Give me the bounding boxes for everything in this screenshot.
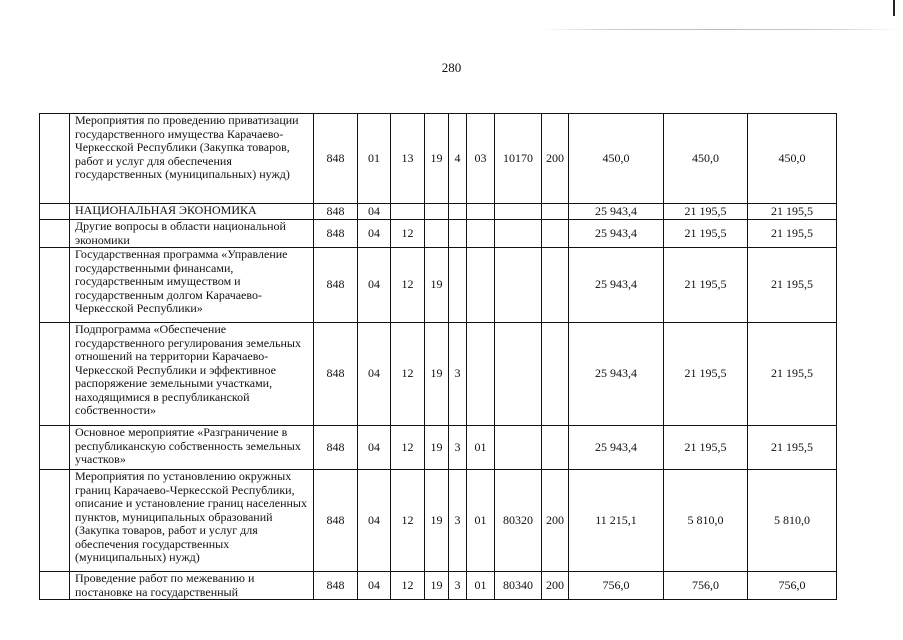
subsection-code: 12 bbox=[391, 248, 425, 323]
row-number-cell bbox=[40, 572, 70, 600]
direction-code: 10170 bbox=[495, 114, 542, 204]
subprogram-code bbox=[449, 248, 467, 323]
direction-code bbox=[495, 323, 542, 426]
subprogram-code: 3 bbox=[449, 470, 467, 572]
subprogram-code: 4 bbox=[449, 114, 467, 204]
direction-code bbox=[495, 204, 542, 220]
amount-year-3: 756,0 bbox=[748, 572, 837, 600]
program-code: 19 bbox=[425, 572, 449, 600]
amount-year-3: 21 195,5 bbox=[748, 204, 837, 220]
main-activity-code bbox=[467, 248, 495, 323]
subsection-code: 12 bbox=[391, 470, 425, 572]
row-name: НАЦИОНАЛЬНАЯ ЭКОНОМИКА bbox=[70, 204, 314, 220]
amount-year-3: 21 195,5 bbox=[748, 426, 837, 470]
amount-year-2: 450,0 bbox=[664, 114, 748, 204]
grbs-code: 848 bbox=[314, 248, 358, 323]
main-activity-code bbox=[467, 220, 495, 248]
amount-year-2: 21 195,5 bbox=[664, 426, 748, 470]
row-number-cell bbox=[40, 470, 70, 572]
grbs-code: 848 bbox=[314, 220, 358, 248]
section-code: 04 bbox=[358, 426, 391, 470]
section-code: 04 bbox=[358, 220, 391, 248]
row-number-cell bbox=[40, 204, 70, 220]
subprogram-code: 3 bbox=[449, 426, 467, 470]
subsection-code: 12 bbox=[391, 323, 425, 426]
row-number-cell bbox=[40, 426, 70, 470]
amount-year-3: 21 195,5 bbox=[748, 220, 837, 248]
expense-type-code bbox=[542, 323, 569, 426]
subprogram-code: 3 bbox=[449, 572, 467, 600]
grbs-code: 848 bbox=[314, 426, 358, 470]
subsection-code: 12 bbox=[391, 426, 425, 470]
direction-code bbox=[495, 220, 542, 248]
subsection-code: 13 bbox=[391, 114, 425, 204]
expense-type-code: 200 bbox=[542, 470, 569, 572]
amount-year-2: 21 195,5 bbox=[664, 248, 748, 323]
amount-year-3: 5 810,0 bbox=[748, 470, 837, 572]
expense-type-code: 200 bbox=[542, 572, 569, 600]
row-name: Проведение работ по межеванию и постановке на государственный bbox=[70, 572, 314, 600]
program-code: 19 bbox=[425, 323, 449, 426]
grbs-code: 848 bbox=[314, 114, 358, 204]
row-name: Основное мероприятие «Разграничение в республиканскую собственность земельных участков» bbox=[70, 426, 314, 470]
subsection-code: 12 bbox=[391, 572, 425, 600]
table-row bbox=[40, 572, 837, 600]
main-activity-code bbox=[467, 204, 495, 220]
table-row bbox=[40, 470, 837, 572]
amount-year-2: 756,0 bbox=[664, 572, 748, 600]
program-code: 19 bbox=[425, 114, 449, 204]
expense-type-code bbox=[542, 248, 569, 323]
row-number-cell bbox=[40, 114, 70, 204]
program-code: 19 bbox=[425, 426, 449, 470]
row-name: Другие вопросы в области национальной экономики bbox=[70, 220, 314, 248]
subprogram-code bbox=[449, 204, 467, 220]
program-code bbox=[425, 220, 449, 248]
row-number-cell bbox=[40, 248, 70, 323]
table-row bbox=[40, 323, 837, 426]
grbs-code: 848 bbox=[314, 204, 358, 220]
table-row bbox=[40, 248, 837, 323]
direction-code: 80320 bbox=[495, 470, 542, 572]
amount-year-3: 21 195,5 bbox=[748, 323, 837, 426]
amount-year-1: 25 943,4 bbox=[569, 248, 664, 323]
amount-year-3: 450,0 bbox=[748, 114, 837, 204]
row-name: Государственная программа «Управление государственными финансами, государственным имуществом и государственным долгом Карачаево-Черкесской Республики» bbox=[70, 248, 314, 323]
amount-year-2: 21 195,5 bbox=[664, 204, 748, 220]
row-name: Подпрограмма «Обеспечение государственного регулирования земельных отношений на территории Карачаево-Черкесской Республики и эффективное распоряжение земельными участками, находящимися в республиканской собственности» bbox=[70, 323, 314, 426]
expense-type-code: 200 bbox=[542, 114, 569, 204]
main-activity-code: 01 bbox=[467, 572, 495, 600]
table-row bbox=[40, 220, 837, 248]
amount-year-1: 11 215,1 bbox=[569, 470, 664, 572]
main-activity-code: 01 bbox=[467, 470, 495, 572]
section-code: 04 bbox=[358, 572, 391, 600]
amount-year-1: 25 943,4 bbox=[569, 220, 664, 248]
amount-year-2: 5 810,0 bbox=[664, 470, 748, 572]
scan-edge-mark bbox=[893, 0, 895, 16]
amount-year-2: 21 195,5 bbox=[664, 323, 748, 426]
budget-table bbox=[39, 113, 837, 600]
subprogram-code: 3 bbox=[449, 323, 467, 426]
amount-year-1: 25 943,4 bbox=[569, 426, 664, 470]
section-code: 04 bbox=[358, 323, 391, 426]
main-activity-code: 03 bbox=[467, 114, 495, 204]
subprogram-code bbox=[449, 220, 467, 248]
grbs-code: 848 bbox=[314, 572, 358, 600]
direction-code bbox=[495, 248, 542, 323]
amount-year-1: 450,0 bbox=[569, 114, 664, 204]
table-row bbox=[40, 204, 837, 220]
program-code: 19 bbox=[425, 470, 449, 572]
program-code bbox=[425, 204, 449, 220]
direction-code bbox=[495, 426, 542, 470]
amount-year-1: 756,0 bbox=[569, 572, 664, 600]
grbs-code: 848 bbox=[314, 323, 358, 426]
row-number-cell bbox=[40, 220, 70, 248]
section-code: 01 bbox=[358, 114, 391, 204]
direction-code: 80340 bbox=[495, 572, 542, 600]
row-name: Мероприятия по установлению окружных границ Карачаево-Черкесской Республики, описание и установление границ населенных пунктов, муниципальных образований (Закупка товаров, работ и услуг для обеспечения государственных (муниципальных) нужд) bbox=[70, 470, 314, 572]
table-row bbox=[40, 114, 837, 204]
table-row bbox=[40, 426, 837, 470]
amount-year-2: 21 195,5 bbox=[664, 220, 748, 248]
amount-year-1: 25 943,4 bbox=[569, 204, 664, 220]
row-name: Мероприятия по проведению приватизации государственного имущества Карачаево-Черкесской Республики (Закупка товаров, работ и услуг для обеспечения государственных (муниципальных) нужд) bbox=[70, 114, 314, 204]
main-activity-code: 01 bbox=[467, 426, 495, 470]
section-code: 04 bbox=[358, 470, 391, 572]
program-code: 19 bbox=[425, 248, 449, 323]
expense-type-code bbox=[542, 426, 569, 470]
page-number: 280 bbox=[441, 60, 462, 75]
section-code: 04 bbox=[358, 248, 391, 323]
main-activity-code bbox=[467, 323, 495, 426]
expense-type-code bbox=[542, 220, 569, 248]
section-code: 04 bbox=[358, 204, 391, 220]
expense-type-code bbox=[542, 204, 569, 220]
amount-year-3: 21 195,5 bbox=[748, 248, 837, 323]
scan-artifact-line bbox=[540, 29, 900, 30]
subsection-code bbox=[391, 204, 425, 220]
row-number-cell bbox=[40, 323, 70, 426]
grbs-code: 848 bbox=[314, 470, 358, 572]
amount-year-1: 25 943,4 bbox=[569, 323, 664, 426]
subsection-code: 12 bbox=[391, 220, 425, 248]
